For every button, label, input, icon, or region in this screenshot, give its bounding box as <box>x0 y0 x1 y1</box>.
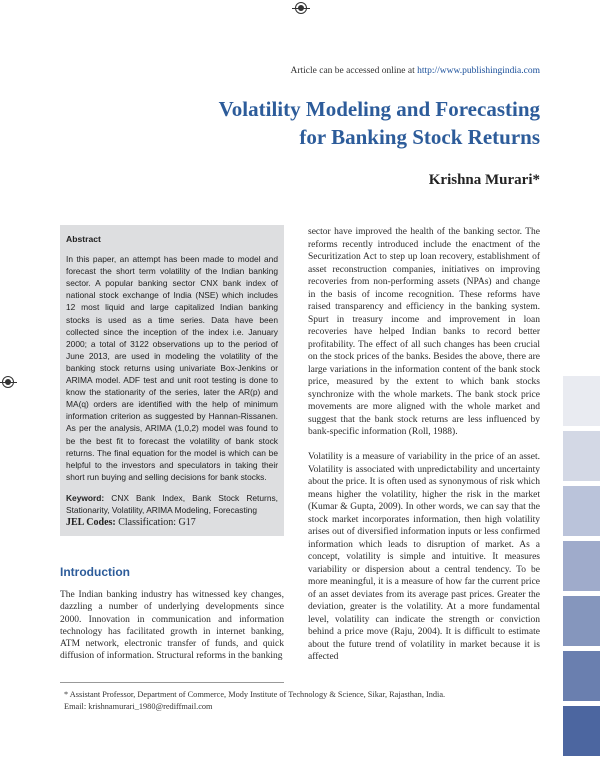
paper-title <box>120 95 540 151</box>
title-line-1: Volatility Modeling and Forecasting <box>218 97 540 121</box>
side-bar <box>563 376 600 426</box>
side-bar <box>563 651 600 701</box>
side-bar <box>563 706 600 756</box>
side-bar <box>563 596 600 646</box>
access-url-link[interactable]: http://www.publishingindia.com <box>417 66 540 76</box>
footnote-email: Email: krishnamurari_1980@rediffmail.com <box>64 701 213 711</box>
decorative-side-bars <box>563 376 600 765</box>
registration-mark-icon <box>295 2 307 14</box>
footnote <box>64 689 445 712</box>
right-column-paragraph-1: sector have improved the health of the banking sector. The reforms recently introduced include the enactment of the Securitization Act to step up loan recovery, establishment of asset reconstruction companies, initiatives on improving recoveries from non-performing assets (NPAs) and change in the basis of income recognition. These reforms have raised transparency and efficiency in the banking system. Spurt in treasury income and improvement in loan recoveries have helped Indian banks to record better profitability. The effect of all such changes has been crucial on the stock prices of the banks. Besides the above, there are large variations in the information content of the bank stock price, measured by the extent to which bank stocks synchronize with the whole markets. The bank stock price movements are more aligned with the whole market and suggest that the bank stock returns are less influenced by bank-specific information (Roll, 1988). <box>308 227 540 437</box>
introduction-paragraph: The Indian banking industry has witnessed key changes, dazzling a number of underlying developments since 2000. Innovation in communication and information technology has facilitated growth in internet banking, ATM network, electronic transfer of funds, and quick diffusion of information. Structural reforms in the banking <box>60 590 284 662</box>
keywords <box>66 492 278 516</box>
abstract-body: In this paper, an attempt has been made to model and forecast the short term volatility of the Indian banking sector. A popular banking sector CNX bank index of national stock exchange of India (NSE) which includes 12 most liquid and large capitalized Indian banking stocks is used as a time series. Data have been collected since the inception of the index i.e. January 2000; a total of 3122 observations up to the period of June 2013, are used in modeling the volatility of the banking stock returns using univariate Box-Jenkins or ARIMA model. ADF test and unit root testing is done to know the stationarity of the series, later the AR(p) and MA(q) orders are identified with the help of minimum information criterion as suggested by Hannan-Rissanen. As per the analysis, ARIMA (1,0,2) model was found to be the best fit to forecast the volatility of bank stock returns. The final equation for the model is which can be helpful to the investors and speculators in taking their short run buying and selling decisions for bank stocks. <box>66 254 278 482</box>
author-name: Krishna Murari* <box>428 172 540 188</box>
keywords-label: Keyword: <box>66 492 105 503</box>
registration-mark-icon <box>2 376 14 388</box>
access-line <box>291 66 541 76</box>
side-bar <box>563 541 600 591</box>
footnote-divider <box>60 682 284 683</box>
side-bar <box>563 486 600 536</box>
side-bar <box>563 431 600 481</box>
jel-codes <box>66 517 278 529</box>
title-line-2: for Banking Stock Returns <box>299 125 540 149</box>
access-text: Article can be accessed online at <box>290 66 415 76</box>
abstract-box <box>60 225 284 536</box>
introduction-heading: Introduction <box>60 565 130 579</box>
right-column-paragraph-2: Volatility is a measure of variability in the price of an asset. Volatility is associated with unpredictability and uncertainty about the price. It is often used as synonymous of risk which means higher the volatility, higher the risk in the market (Kumar & Gupta, 2009). In other words, we can say that the stock market incorporates information, then high volatility arises out of diversified information inputs or less confirmed information which leads to disruption of market. As a concept, volatility is simple and intuitive. It measures variability or dispersion about a central tendency. To be more meaningful, it is a measure of how far the current price of an asset deviates from its average past prices. Greater the deviation, greater is the volatility. At a more fundamental level, volatility can indicate the strength or conviction behind a price move (Raju, 2004). It is difficult to estimate about the future trend of volatility in market because it is affected <box>308 452 540 662</box>
abstract-heading: Abstract <box>66 234 101 244</box>
jel-value: Classification: G17 <box>118 517 196 529</box>
footnote-affiliation: * Assistant Professor, Department of Commerce, Mody Institute of Technology & Science, Sikar, Rajasthan, India. <box>64 690 446 699</box>
jel-label: JEL Codes: <box>66 517 116 529</box>
keywords-value: CNX Bank Index, Bank Stock Returns, Stationarity, Volatility, ARIMA Modeling, Forecasting <box>66 492 278 515</box>
